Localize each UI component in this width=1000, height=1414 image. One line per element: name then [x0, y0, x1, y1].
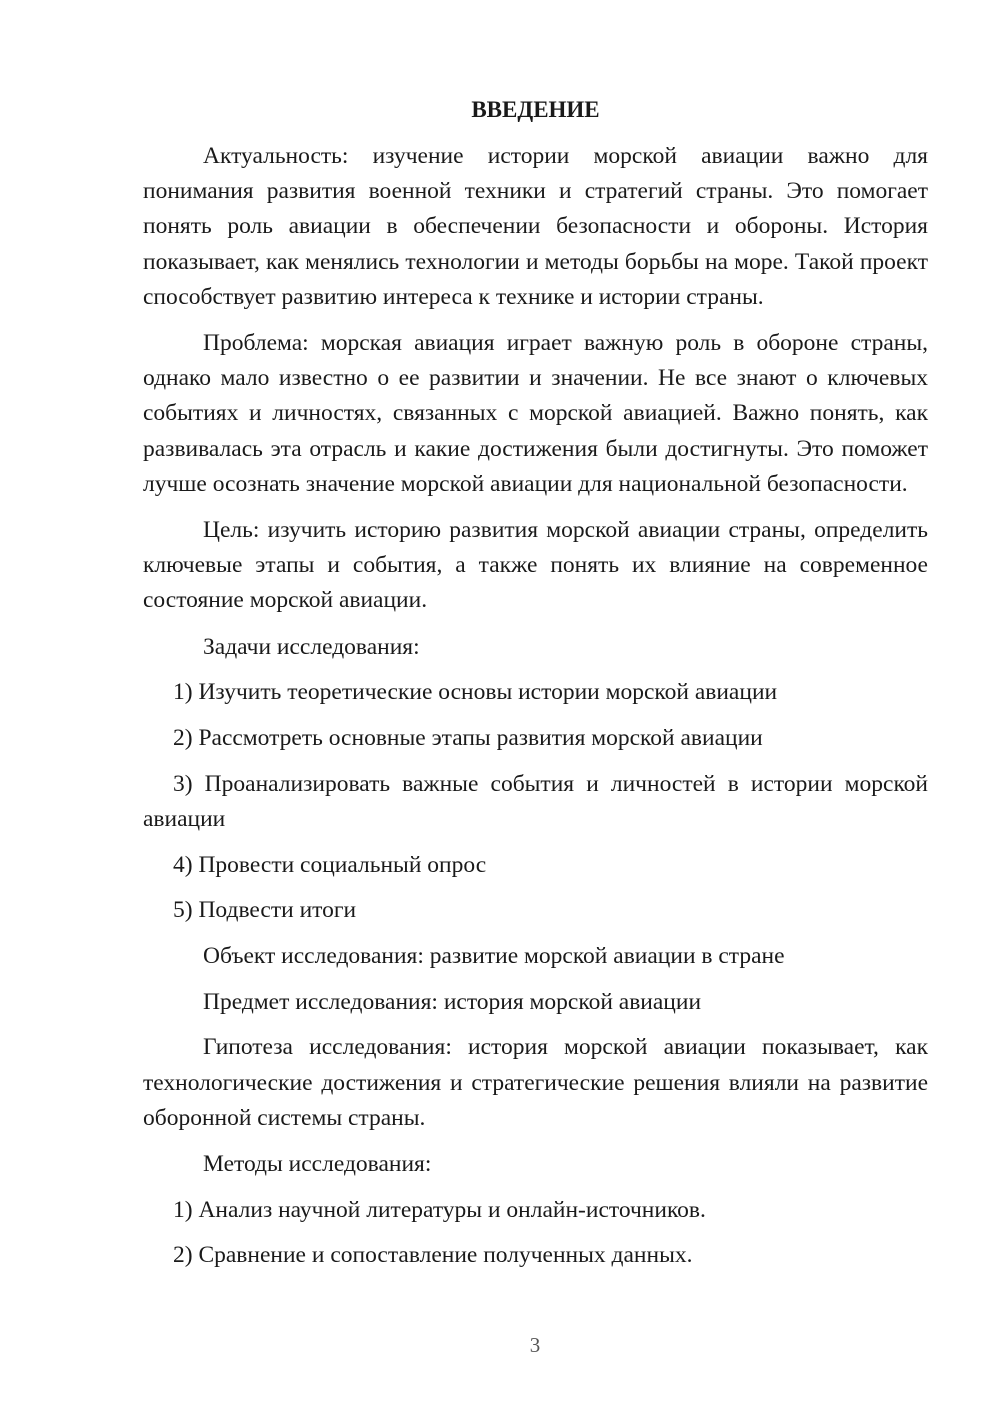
task-item: 3) Проанализировать важные события и личностей в истории морской авиации	[143, 770, 928, 832]
methods-heading: Методы исследования:	[203, 1151, 432, 1178]
problem-paragraph: Проблема: морская авиация играет важную роль в обороне страны, однако мало известно о ее развитии и значении. Не все знают о ключевых событиях и личностях, связанных с морской авиацией. Важно понять, как развивалась эта отрасль и какие достижения были достигнуты. Это поможет лучше осознать значение морской авиации для национальной безопасности.	[143, 330, 928, 497]
method-item: 2) Сравнение и сопоставление полученных данных.	[173, 1242, 693, 1269]
page-content	[143, 93, 928, 1284]
research-object: Объект исследования: развитие морской авиации в стране	[203, 943, 785, 970]
page-number: 3	[529, 1333, 541, 1357]
task-item: 4) Провести социальный опрос	[173, 851, 487, 878]
task-item: 2) Рассмотреть основные этапы развития морской авиации	[173, 725, 763, 752]
hypothesis-paragraph: Гипотеза исследования: история морской авиации показывает, как технологические достижения и стратегические решения влияли на развитие оборонной системы страны.	[143, 1034, 928, 1131]
tasks-heading: Задачи исследования:	[203, 633, 420, 660]
task-item: 5) Подвести итоги	[173, 897, 357, 924]
research-subject: Предмет исследования: история морской авиации	[203, 988, 702, 1015]
task-item: 1) Изучить теоретические основы истории морской авиации	[173, 679, 778, 706]
method-item: 1) Анализ научной литературы и онлайн-источников.	[173, 1196, 706, 1223]
relevance-paragraph: Актуальность: изучение истории морской авиации важно для понимания развития военной техники и стратегий страны. Это помогает понять роль авиации в обеспечении безопасности и обороны. История показывает, как менялись технологии и методы борьбы на море. Такой проект способствует развитию интереса к технике и истории страны.	[143, 143, 928, 310]
goal-paragraph: Цель: изучить историю развития морской авиации страны, определить ключевые этапы и события, а также понять их влияние на современное состояние морской авиации.	[143, 517, 928, 614]
section-title: ВВЕДЕНИЕ	[471, 97, 600, 122]
